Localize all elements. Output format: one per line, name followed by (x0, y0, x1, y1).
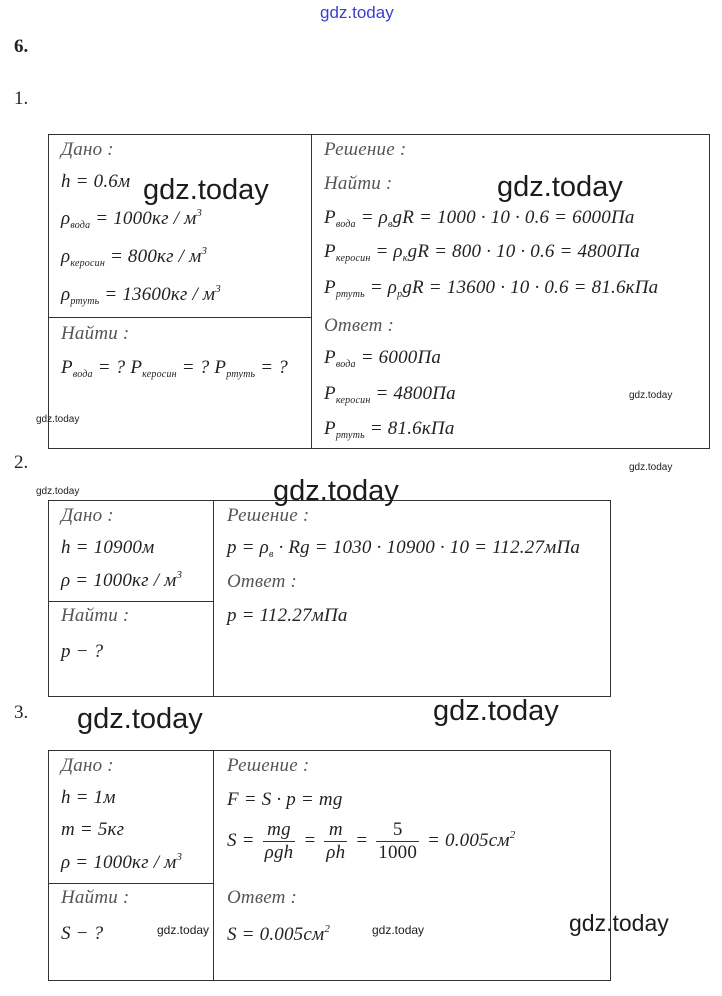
problem-2-label: 2. (14, 452, 29, 473)
problem-3-table (48, 750, 611, 981)
watermark: gdz.today (273, 475, 399, 507)
watermark: gdz.today (497, 171, 623, 203)
answer-heading: Ответ : (227, 571, 298, 592)
given-density-kerosene: $\rho_{керосин} = 800кг / м^3$ (61, 245, 208, 269)
fraction-m-rhoh: $\frac{m}{\rho h}$ (326, 819, 346, 863)
solution-pressure: $p = \rho_в \cdot Rg = 1030 \cdot 10900 \cdot 10 = 112.27мПа$ (227, 537, 581, 560)
answer-pressure: p = 112.27мПа (227, 605, 348, 626)
find-heading: Найти : (61, 605, 130, 626)
given-heading: Дано : (61, 505, 114, 526)
answer-heading: Ответ : (227, 887, 298, 908)
given-height: h = 10900м (61, 537, 155, 558)
solution-mercury: $P_{ртуть} = \rho_рgR = 13600 \cdot 10 \cdot 0.6 = 81.6кПа$ (324, 277, 659, 300)
solution-kerosene: $P_{керосин} = \rho_кgR = 800 \cdot 10 \cdot 0.6 = 4800Па$ (324, 241, 640, 264)
watermark: gdz.today (433, 695, 559, 727)
watermark: gdz.today (36, 486, 80, 497)
given-density-water: $\rho_{вода} = 1000кг / м^3$ (61, 207, 203, 231)
find-heading: Найти : (61, 887, 130, 908)
watermark: gdz.today (372, 923, 425, 937)
given-density: $\rho = 1000кг / м^3$ (61, 569, 183, 591)
given-height: h = 1м (61, 787, 116, 808)
solution-area: S = $\frac{mg}{\text{ρgh}}$ = $\frac{m}{\rho h}$ = $\frac{5}{1000}$ = $0.005см^2$ (227, 819, 516, 863)
solution-heading: Решение : (227, 755, 310, 776)
watermark-top: gdz.today (320, 3, 394, 22)
given-density-mercury: $\rho_{ртуть} = 13600кг / м^3$ (61, 283, 221, 307)
find-heading: Найти : (61, 323, 130, 344)
find-area: S − ? (61, 923, 104, 944)
watermark: gdz.today (629, 390, 673, 401)
watermark: gdz.today (569, 910, 669, 936)
task-number: 6. (14, 36, 29, 57)
given-mass: m = 5кг (61, 819, 125, 840)
fraction-mg-rhogh: $\frac{mg}{\text{ρgh}}$ (264, 819, 294, 863)
watermark: gdz.today (143, 174, 269, 206)
answer-area: $S = 0.005см^2$ (227, 923, 331, 945)
problem-1-label: 1. (14, 88, 29, 109)
find-pressure: p − ? (61, 641, 104, 662)
given-density: $\rho = 1000кг / м^3$ (61, 851, 183, 873)
problem-2-table (48, 500, 611, 697)
fraction-5-1000: $\frac{5}{1000}$ (378, 819, 418, 863)
solution-heading: Решение : (324, 139, 407, 160)
solution-force: F = S · p = mg (227, 789, 343, 810)
solution-heading: Решение : (227, 505, 310, 526)
given-heading: Дано : (61, 755, 114, 776)
watermark: gdz.today (77, 703, 203, 735)
answer-mercury: $P_{ртуть} = 81.6кПа$ (324, 418, 455, 441)
answer-heading: Ответ : (324, 315, 395, 336)
answer-water: $P_{вода} = 6000Па$ (324, 347, 442, 370)
find-pressures: $P_{вода}$ = ? $P_{керосин}$ = ? $P_{ртуть}$ = ? (61, 357, 288, 380)
watermark: gdz.today (157, 923, 210, 937)
given-heading: Дано : (61, 139, 114, 160)
watermark: gdz.today (629, 462, 673, 473)
problem-3-label: 3. (14, 702, 29, 723)
watermark: gdz.today (36, 414, 80, 425)
answer-kerosene: $P_{керосин} = 4800Па$ (324, 383, 456, 406)
solution-water: $P_{вода} = \rho_вgR = 1000 \cdot 10 \cdot 0.6 = 6000Па$ (324, 207, 635, 230)
given-height: h = 0.6м (61, 171, 131, 192)
solution-find-heading: Найти : (324, 173, 393, 194)
